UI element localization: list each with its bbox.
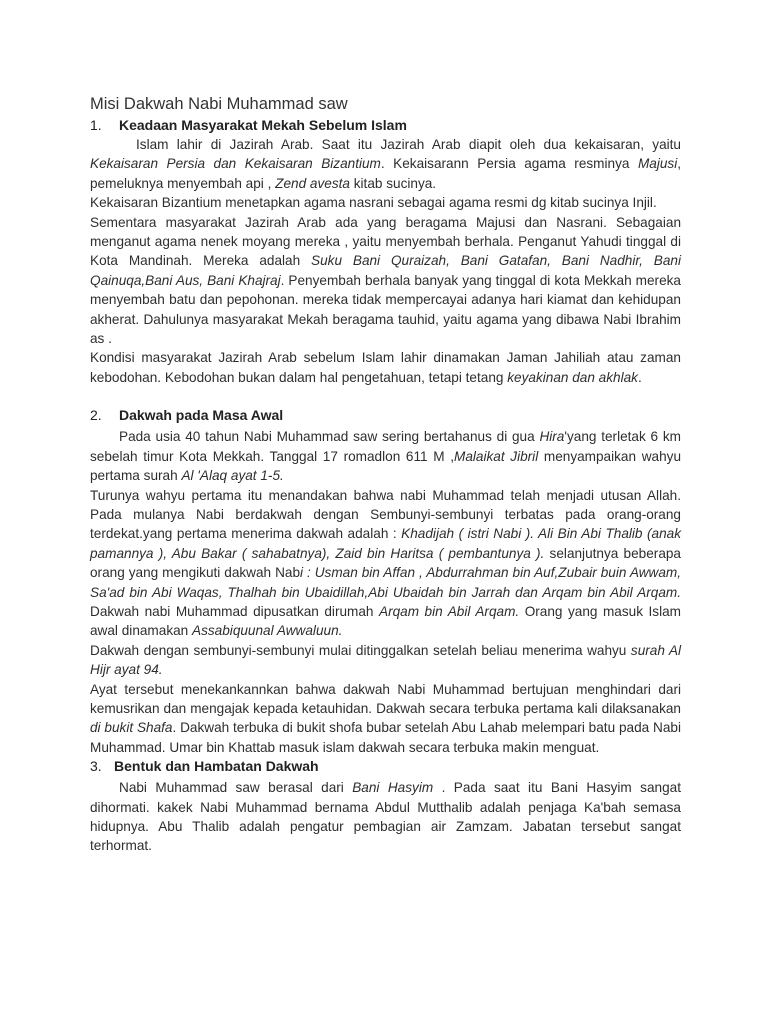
text-run: menyampaikan wahyu pertama surah — [90, 448, 682, 484]
section-number: 3. — [90, 758, 102, 775]
italic-text: Al 'Alaq ayat 1-5. — [181, 468, 284, 484]
italic-text: Arqam bin Abil Arqam. — [379, 603, 520, 619]
section-heading — [90, 406, 681, 425]
paragraph — [90, 135, 681, 193]
italic-text: di bukit Shafa — [90, 720, 173, 736]
italic-text: Malaikat Jibril — [454, 448, 539, 464]
text-run: kitab sucinya. — [349, 175, 437, 191]
section-number: 1. — [90, 117, 102, 133]
section-title: Keadaan Masyarakat Mekah Sebelum Islam — [119, 117, 407, 133]
text-run: . Dakwah terbuka di bukit shofa bubar setelah Abu Lahab melempari batu pada Nabi Muhammad. Umar bin Khattab masuk islam dakwah secara terbuka makin menguat. — [90, 720, 682, 755]
text-run: . — [637, 369, 642, 385]
paragraph — [90, 486, 681, 641]
italic-text: keyakinan dan akhlak — [507, 369, 638, 385]
text-run: Kekaisaran Bizantium menetapkan agama nasrani sebagai agama resmi dg kitab sucinya Injil. — [90, 195, 657, 211]
spacer — [90, 387, 681, 406]
text-run: Islam lahir di Jazirah Arab. Saat itu Jazirah Arab diapit oleh dua kekaisaran, yaitu — [136, 137, 681, 152]
italic-text: Zend avesta — [275, 175, 350, 191]
italic-text: Majusi — [637, 156, 678, 172]
section-number: 2. — [90, 407, 102, 424]
italic-text: Kekaisaran Persia dan Kekaisaran Bizantium — [90, 156, 381, 172]
text-run: . Kekaisarann Persia agama resminya — [380, 156, 638, 172]
section-heading — [90, 757, 681, 776]
paragraph — [90, 193, 681, 212]
text-run: , pemeluknya menyembah api , — [90, 156, 681, 191]
text-run: Orang yang masuk Islam awal dinamakan — [90, 603, 681, 639]
text-run: Turunya wahyu pertama itu menandakan bahwa nabi Muhammad telah menjadi utusan Allah. Pada mulanya Nabi berdakwah dengan Sembunyi-sembunyi terbatas pada orang-orang terdekat.yang pertama menerima dakwah adalah : — [90, 487, 681, 542]
italic-text: Bani Hasyim — [352, 780, 434, 796]
text-run: Ayat tersebut menekankannkan bahwa dakwah Nabi Muhammad bertujuan menghindari dari kemusrikan dan mengajak kepada ketauhidan. Dakwah secara terbuka pertama kali dilaksanakan — [90, 681, 681, 716]
paragraph — [90, 213, 681, 349]
paragraph — [90, 641, 681, 680]
section-title: Bentuk dan Hambatan Dakwah — [114, 758, 319, 775]
paragraph — [90, 427, 681, 485]
paragraph — [90, 680, 681, 758]
text-run: Pada usia 40 tahun Nabi Muhammad saw sering bertahanus di gua — [119, 429, 540, 445]
text-run: . Penyembah berhala banyak yang tinggal di kota Mekkah mereka menyembah batu dan pepohonan. mereka tidak mempercayai adanya hari kiamat dan kehidupan akherat. Dahulunya masyarakat Mekah beragama tauhid, yaitu agama yang dibawa Nabi Ibrahim as . — [90, 272, 681, 347]
paragraph — [90, 348, 681, 387]
section-2 — [90, 406, 681, 757]
section-3 — [90, 757, 681, 856]
italic-text: Assabiquunal Awwaluun. — [192, 623, 343, 639]
italic-text: i : Usman bin Affan , Abdurrahman bin Auf,Zubair buin Awwam, Sa'ad bin Abi Waqas, Thalhah bin Ubaidillah,Abi Ubaidah bin Jarrah dan Arqam bin Abil Arqam. — [90, 565, 682, 600]
text-run: Nabi Muhammad saw berasal dari — [119, 780, 353, 796]
section-title: Dakwah pada Masa Awal — [119, 407, 284, 424]
text-run: Dakwah dengan sembunyi-sembunyi mulai ditinggalkan setelah beliau menerima wahyu — [90, 642, 631, 658]
document-title: Misi Dakwah Nabi Muhammad saw — [90, 95, 348, 113]
text-run: . Pada saat itu Bani Hasyim sangat dihormati. kakek Nabi Muhammad bernama Abdul Mutthalib adalah penjaga Ka'bah semasa hidupnya. Abu Thalib adalah pengatur pembagian air Zamzam. Jabatan tersebut sangat terhormat. — [90, 780, 681, 854]
text-run: Dakwah nabi Muhammad dipusatkan dirumah — [90, 603, 379, 619]
paragraph — [90, 778, 681, 856]
italic-text: Hira — [539, 429, 565, 445]
text-run: Kondisi masyarakat Jazirah Arab sebelum Islam lahir dinamakan Jaman Jahiliah atau zaman kebodohan. Kebodohan bukan dalam hal pengetahuan, tetapi tetang — [90, 350, 681, 385]
italic-text: Suku Bani Quraizah, Bani Gatafan, Bani Nadhir, Bani Qainuqa,Bani Aus, Bani Khajraj — [90, 253, 681, 288]
italic-text: Khadijah ( istri Nabi ). Ali Bin Abi Thalib (anak pamannya ), Abu Bakar ( sahabatnya), Zaid bin Haritsa ( pembantunya ). — [90, 526, 681, 561]
italic-text: surah Al Hijr ayat 94. — [90, 642, 681, 678]
text-run: selanjutnya beberapa orang yang mengikuti dakwah Nab — [90, 545, 681, 581]
section-1 — [90, 116, 681, 387]
text-run: Sementara masyarakat Jazirah Arab ada yang beragama Majusi dan Nasrani. Sebagaian menganut agama nenek moyang mereka , yaitu menyembah berhala. Penganut Yahudi tinggal di Kota Mandinah. Mereka adalah — [90, 214, 681, 269]
section-heading — [90, 116, 681, 135]
text-run: 'yang terletak 6 km sebelah timur Kota Mekkah. Tanggal 17 romadlon 611 M , — [90, 429, 681, 464]
